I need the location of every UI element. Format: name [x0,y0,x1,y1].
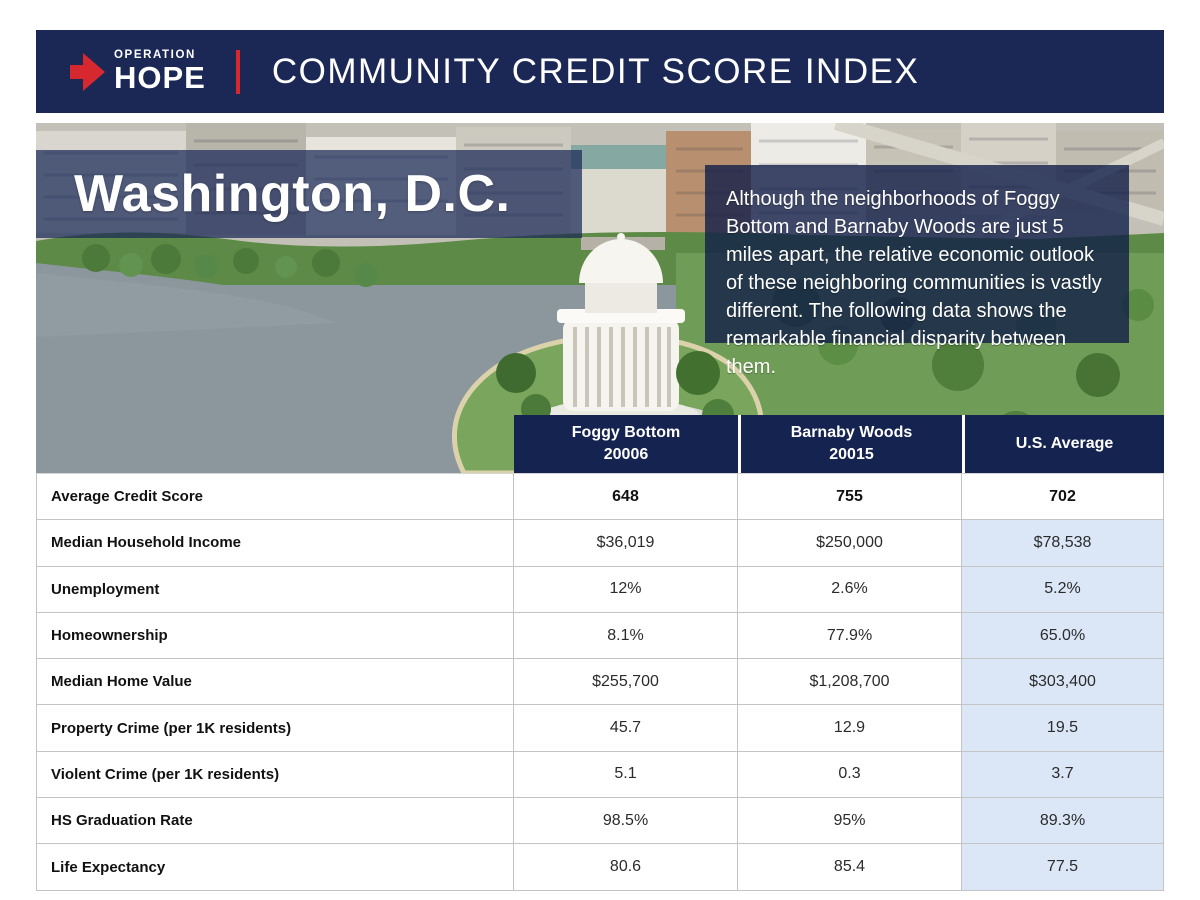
value-barnaby-woods: 95% [738,798,962,843]
value-barnaby-woods: 0.3 [738,752,962,797]
metric-label: Average Credit Score [36,474,514,519]
value-barnaby-woods: 77.9% [738,613,962,658]
value-us-average: 77.5 [962,844,1164,889]
value-us-average: 65.0% [962,613,1164,658]
column-header-barnaby-woods [738,415,962,473]
table-row [36,659,1164,705]
metric-label: Median Home Value [36,659,514,704]
column-name: Barnaby Woods [790,423,913,441]
metric-label: Homeownership [36,613,514,658]
value-foggy-bottom: $255,700 [514,659,738,704]
value-foggy-bottom: 12% [514,567,738,612]
table-row [36,844,1164,890]
value-us-average: $303,400 [962,659,1164,704]
value-us-average: 89.3% [962,798,1164,843]
page-title: COMMUNITY CREDIT SCORE INDEX [271,51,920,91]
table-row [36,567,1164,613]
operation-hope-logo [70,50,206,94]
value-foggy-bottom: $36,019 [514,520,738,565]
city-title-banner [36,150,582,238]
column-zip: 20015 [829,446,874,463]
value-foggy-bottom: 5.1 [514,752,738,797]
metric-label: Median Household Income [36,520,514,565]
value-us-average: 702 [962,474,1164,519]
value-barnaby-woods: 12.9 [738,705,962,750]
table-row [36,705,1164,751]
column-zip: 20006 [603,446,649,463]
value-foggy-bottom: 648 [514,474,738,519]
table-column-headers [514,415,1164,473]
logo-line-operation: OPERATION [114,48,196,61]
value-foggy-bottom: 98.5% [514,798,738,843]
metric-label: Property Crime (per 1K residents) [36,705,514,750]
column-name: U.S. Average [1015,434,1114,452]
column-name: Foggy Bottom [571,423,681,441]
brand-header [36,30,1164,113]
comparison-table [36,473,1164,891]
value-us-average: 3.7 [962,752,1164,797]
table-row [36,613,1164,659]
value-barnaby-woods: 755 [738,474,962,519]
value-foggy-bottom: 8.1% [514,613,738,658]
metric-label: Violent Crime (per 1K residents) [36,752,514,797]
column-header-us-average [962,415,1164,473]
value-barnaby-woods: 2.6% [738,567,962,612]
column-header-foggy-bottom [514,415,738,473]
metric-label: HS Graduation Rate [36,798,514,843]
metric-label: Life Expectancy [36,844,514,889]
value-us-average: 5.2% [962,567,1164,612]
arrow-icon [70,52,106,92]
dc-aerial-photo [36,123,1164,473]
logo-wordmark [114,50,206,94]
table-row [36,474,1164,520]
logo-line-hope: HOPE [114,60,206,96]
value-foggy-bottom: 80.6 [514,844,738,889]
value-us-average: 19.5 [962,705,1164,750]
value-barnaby-woods: 85.4 [738,844,962,889]
metric-label: Unemployment [36,567,514,612]
table-row [36,798,1164,844]
value-barnaby-woods: $1,208,700 [738,659,962,704]
value-barnaby-woods: $250,000 [738,520,962,565]
city-title: Washington, D.C. [74,165,511,223]
value-us-average: $78,538 [962,520,1164,565]
red-divider [236,50,240,94]
value-foggy-bottom: 45.7 [514,705,738,750]
table-row [36,752,1164,798]
intro-text: Although the neighborhoods of Foggy Bottom and Barnaby Woods are just 5 miles apart, the relative economic outlook of these neighboring communities is vastly different. The following data shows the remarkable financial disparity between them. [705,165,1129,343]
table-row [36,520,1164,566]
